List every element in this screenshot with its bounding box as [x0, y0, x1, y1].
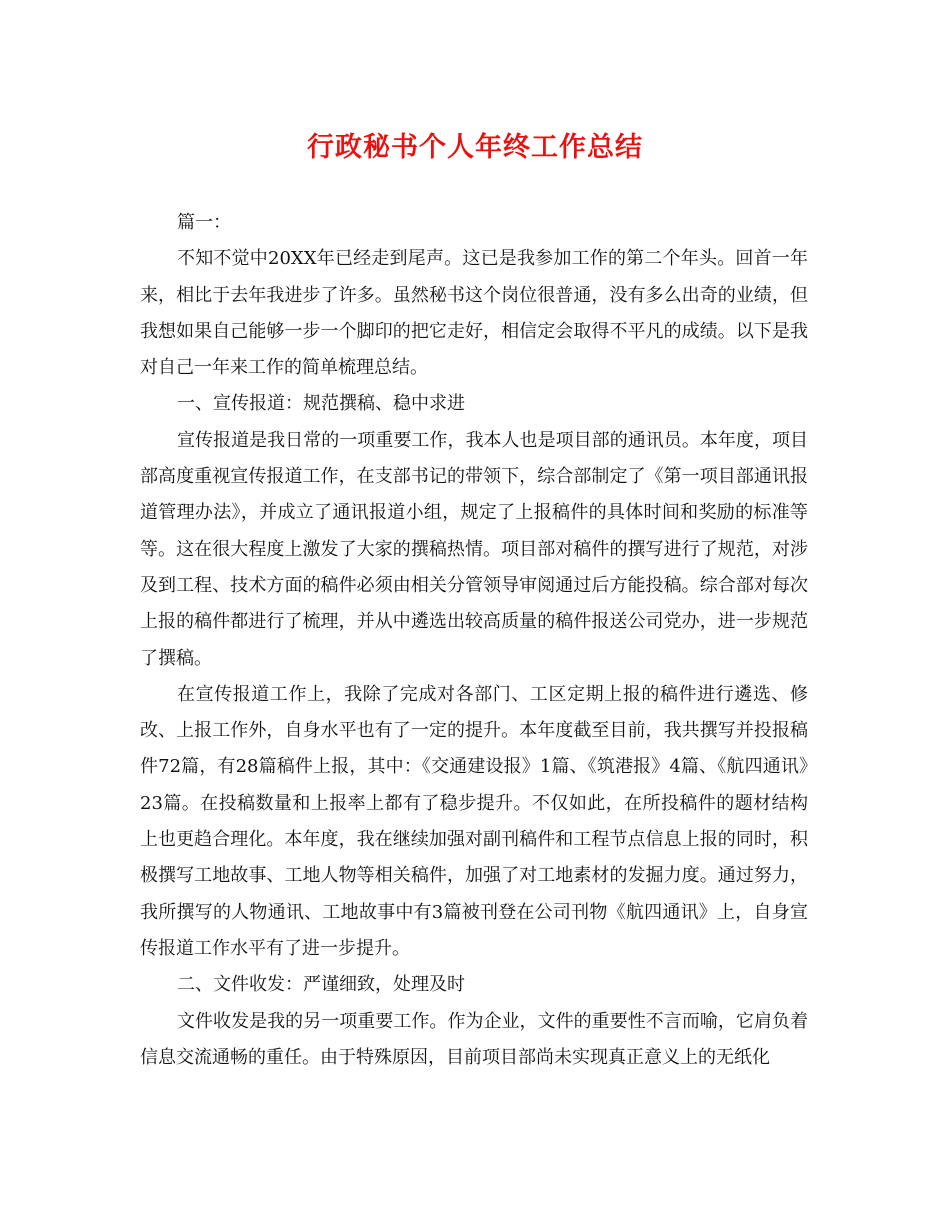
paragraph-publicity-1: 宣传报道是我日常的一项重要工作，我本人也是项目部的通讯员。本年度，项目部高度重视宣传报道工作，在支部书记的带领下，综合部制定了《第一项目部通讯报道管理办法》，并成立了通讯报道小组，规定了上报稿件的具体时间和奖励的标准等等。这在很大程度上激发了大家的撰稿热情。项目部对稿件的撰写进行了规范，对涉及到工程、技术方面的稿件必须由相关分管领导审阅通过后方能投稿。综合部对每次上报的稿件都进行了梳理，并从中遴选出较高质量的稿件报送公司党办，进一步规范了撰稿。: [140, 429, 808, 669]
paragraph-intro: 不知不觉中20XX年已经走到尾声。这已是我参加工作的第二个年头。回首一年来，相比于去年我进步了许多。虽然秘书这个岗位很普通，没有多么出奇的业绩，但我想如果自己能够一步一个脚印的把它走好，相信定会取得不平凡的成绩。以下是我对自己一年来工作的简单梳理总结。: [140, 248, 808, 379]
section-heading-documents: 二、文件收发：严谨细致，处理及时: [177, 974, 465, 996]
paragraph-documents-1: 文件收发是我的另一项重要工作。作为企业，文件的重要性不言而喻，它肩负着信息交流通畅的重任。由于特殊原因，目前项目部尚未实现真正意义上的无纸化: [140, 1010, 808, 1068]
paragraph-publicity-2: 在宣传报道工作上，我除了完成对各部门、工区定期上报的稿件进行遴选、修改、上报工作外，自身水平也有了一定的提升。本年度截至目前，我共撰写并投报稿件72篇，有28篇稿件上报，其中：《交通建设报》1篇、《筑港报》4篇、《航四通讯》23篇。在投稿数量和上报率上都有了稳步提升。不仅如此，在所投稿件的题材结构上也更趋合理化。本年度，我在继续加强对副刊稿件和工程节点信息上报的同时，积极撰写工地故事、工地人物等相关稿件，加强了对工地素材的发掘力度。通过努力，我所撰写的人物通讯、工地故事中有3篇被刊登在公司刊物《航四通讯》上，自身宣传报道工作水平有了进一步提升。: [140, 683, 808, 959]
section-heading-publicity: 一、宣传报道：规范撰稿、稳中求进: [177, 393, 465, 415]
document-body: [140, 205, 808, 1076]
document-title: 行政秘书个人年终工作总结: [307, 132, 643, 163]
paragraph-heading-part1: 篇一：: [177, 212, 231, 233]
